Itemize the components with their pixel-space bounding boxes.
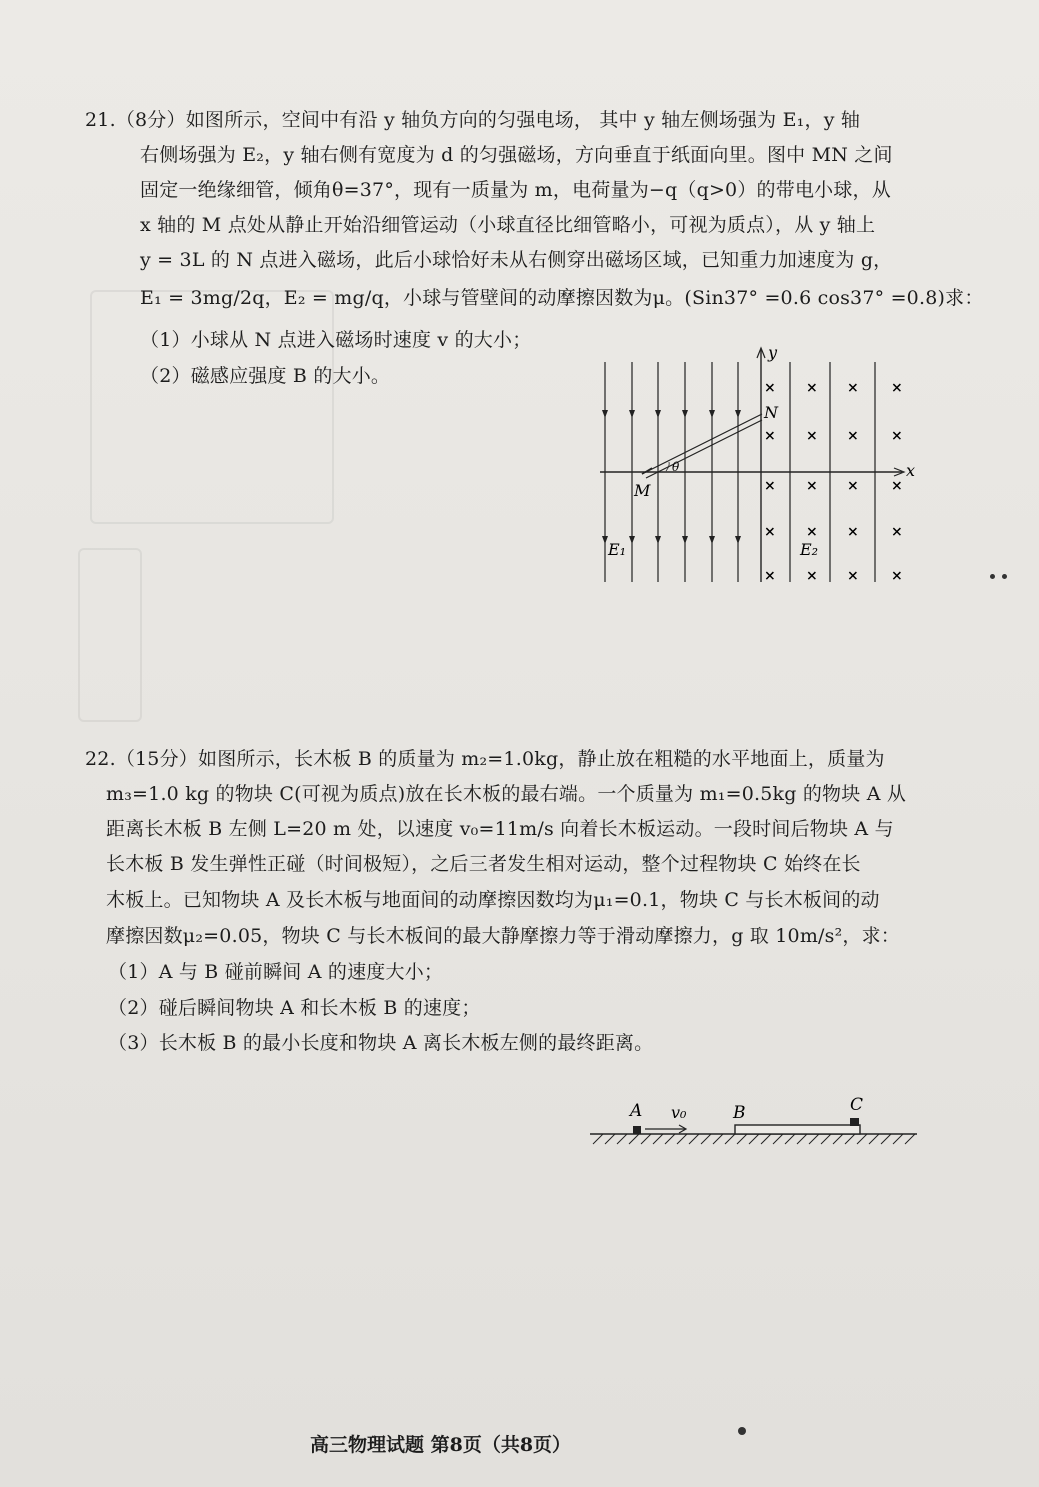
e1-arrowheads: [602, 410, 741, 544]
q21-line-2: 右侧场强为 E₂，y 轴右侧有宽度为 d 的匀强磁场，方向垂直于纸面向里。图中 MN 之间: [140, 144, 893, 166]
cross-mark: ×: [891, 428, 903, 444]
cross-mark: ×: [847, 524, 859, 540]
cross-mark: ×: [764, 428, 776, 444]
x-axis-label: x: [906, 461, 916, 480]
label-c: C: [850, 1095, 864, 1115]
e1-label: E₁: [608, 540, 627, 559]
stray-dot: [1002, 574, 1007, 579]
cross-mark: ×: [891, 478, 903, 494]
q21-part-2: （2）磁感应强度 B 的大小。: [140, 365, 391, 387]
cross-mark: ×: [806, 428, 818, 444]
cross-mark: ×: [891, 380, 903, 396]
cross-mark: ×: [847, 478, 859, 494]
q21-line-1: 21.（8分）如图所示，空间中有沿 y 轴负方向的匀强电场， 其中 y 轴左侧场强为 E₁，y 轴: [85, 109, 861, 131]
q22-line-6: 摩擦因数μ₂=0.05，物块 C 与长木板间的最大静摩擦力等于滑动摩擦力，g 取 10m/s²，求：: [106, 925, 901, 947]
cross-mark: ×: [847, 568, 859, 584]
label-a: A: [630, 1101, 643, 1121]
stray-dot: [990, 574, 995, 579]
e2-label: E₂: [800, 540, 819, 559]
q21-line-4: x 轴的 M 点处从静止开始沿细管运动（小球直径比细管略小，可视为质点），从 y 轴上: [140, 214, 876, 236]
magnetic-field-crosses: [764, 380, 903, 584]
cross-mark: ×: [764, 380, 776, 396]
cross-mark: ×: [764, 568, 776, 584]
q22-line-5: 木板上。已知物块 A 及长木板与地面间的动摩擦因数均为μ₁=0.1，物块 C 与长木板间的动: [106, 889, 880, 911]
q22-part-3: （3）长木板 B 的最小长度和物块 A 离长木板左侧的最终距离。: [108, 1032, 654, 1054]
cross-mark: ×: [806, 568, 818, 584]
angle-theta: θ: [672, 460, 680, 474]
cross-mark: ×: [891, 524, 903, 540]
q22-board-diagram: [585, 1088, 925, 1158]
board-b: [735, 1125, 860, 1134]
q21-line-6: E₁ = 3mg/2q，E₂ = mg/q，小球与管壁间的动摩擦因数为μ。(Sin37° =0.6 cos37° =0.8)求：: [140, 287, 984, 309]
q22-line-2: m₃=1.0 kg 的物块 C(可视为质点)放在长木板的最右端。一个质量为 m₁=0.5kg 的物块 A 从: [106, 783, 907, 805]
q22-part-1: （1）A 与 B 碰前瞬间 A 的速度大小；: [108, 961, 444, 983]
y-axis-label: y: [768, 343, 778, 362]
cross-mark: ×: [764, 524, 776, 540]
page-footer: 高三物理试题 第8页（共8页）: [310, 1434, 572, 1456]
block-a: [633, 1126, 641, 1134]
block-c: [850, 1118, 859, 1126]
q22-line-4: 长木板 B 发生弹性正碰（时间极短），之后三者发生相对运动，整个过程物块 C 始终在长: [106, 853, 861, 875]
cross-mark: ×: [847, 428, 859, 444]
cross-mark: ×: [806, 478, 818, 494]
label-v0: v₀: [671, 1103, 687, 1122]
stray-dot: [738, 1427, 746, 1435]
label-b: B: [733, 1103, 746, 1123]
bleed-through-box: [90, 290, 334, 524]
q22-line-1: 22.（15分）如图所示，长木板 B 的质量为 m₂=1.0kg，静止放在粗糙的水平地面上，质量为: [85, 748, 885, 770]
cross-mark: ×: [764, 478, 776, 494]
point-m-label: M: [634, 481, 651, 500]
bleed-through-box: [78, 548, 142, 722]
q21-field-diagram: [590, 340, 930, 590]
insulated-tube: [642, 414, 762, 478]
q21-line-5: y = 3L 的 N 点进入磁场，此后小球恰好未从右侧穿出磁场区域，已知重力加速度为 g，: [140, 249, 893, 271]
ground-hatching: [593, 1134, 915, 1144]
cross-mark: ×: [891, 568, 903, 584]
point-n-label: N: [764, 403, 778, 422]
q21-part-1: （1）小球从 N 点进入磁场时速度 v 的大小；: [140, 329, 532, 351]
q21-line-3: 固定一绝缘细管，倾角θ=37°，现有一质量为 m，电荷量为−q（q>0）的带电小球，从: [140, 179, 891, 201]
cross-mark: ×: [806, 380, 818, 396]
q22-part-2: （2）碰后瞬间物块 A 和长木板 B 的速度；: [108, 997, 481, 1019]
cross-mark: ×: [847, 380, 859, 396]
q22-line-3: 距离长木板 B 左侧 L=20 m 处，以速度 v₀=11m/s 向着长木板运动。一段时间后物块 A 与: [106, 818, 894, 840]
cross-mark: ×: [806, 524, 818, 540]
